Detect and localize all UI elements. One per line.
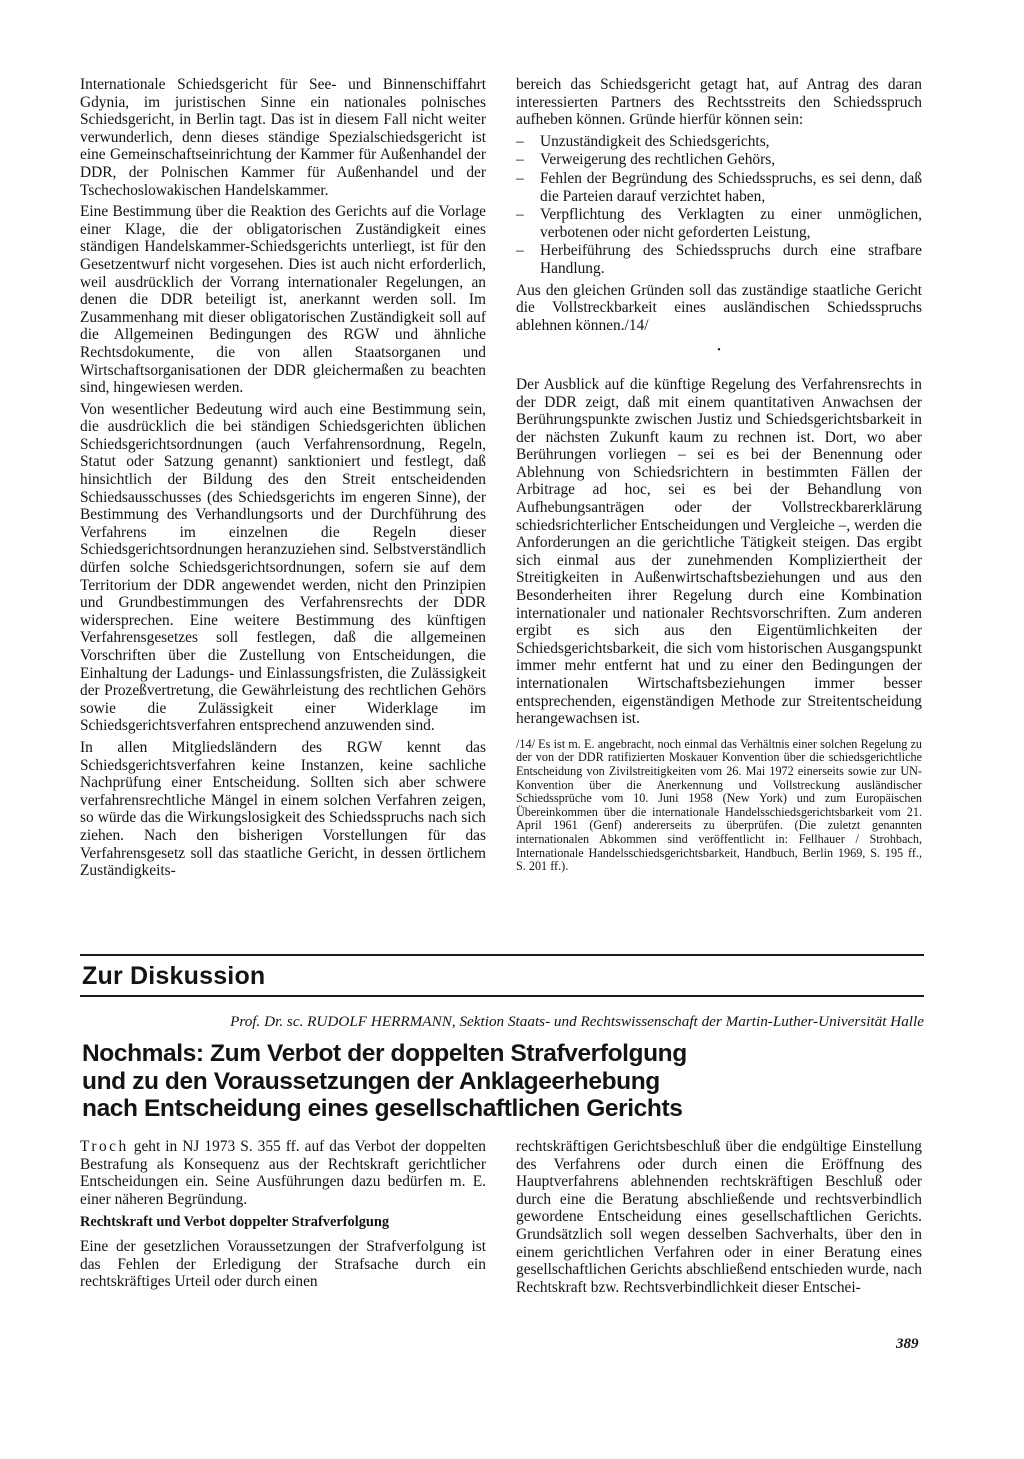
list-item: – Verweigerung des rechtlichen Gehörs, bbox=[516, 151, 922, 169]
list-item: – Herbeiführung des Schiedsspruchs durch eine strafbare Handlung. bbox=[516, 242, 922, 277]
upper-left-column bbox=[80, 76, 486, 884]
section-heading: Zur Diskussion bbox=[82, 962, 266, 990]
list-item: – Fehlen der Begründung des Schiedsspruchs, es sei denn, daß die Parteien darauf verzichtet haben, bbox=[516, 170, 922, 205]
paragraph: Von wesentlicher Bedeutung wird auch eine Bestimmung sein, die ausdrücklich die bei ständigen Schiedsgerichten üblichen Schiedsgerichtsordnungen (auch Verfahrensordnung, Regeln, Statut oder Satzung genannt) sanktioniert und festlegt, daß hinsichtlich der Bildung des den Streit entscheidenden Schiedsausschusses (des Schiedsgerichts im engeren Sinne), der Bestimmung des Verhandlungsorts und der Durchführung des Verfahrens im einzelnen die Regeln dieser Schiedsgerichtsordnungen heranzuziehen sind. Selbstverständlich dürfen solche Schiedsgerichtsordnungen, sofern sie auf dem Territorium der DDR angewendet werden, nicht den Prinzipien und Grundbestimmungen des Verfahrensrechts der DDR widersprechen. Eine weitere Bestimmung des künftigen Verfahrensgesetzes soll festlegen, daß die allgemeinen Vorschriften über die Zustellung von Entscheidungen, die Einhaltung der Ladungs- und Einlassungsfristen, die Zulässigkeit der Prozeßvertretung, die Gewährleistung des rechtlichen Gehörs sowie die Zulässigkeit einer Widerklage im Schiedsgerichtsverfahren entsprechend anzuwenden sind. bbox=[80, 400, 486, 735]
lower-left-column bbox=[80, 1138, 486, 1295]
lower-right-column bbox=[516, 1138, 922, 1300]
page-number: 389 bbox=[896, 1336, 919, 1352]
article-title-line: nach Entscheidung eines gesellschaftlichen Gerichts bbox=[82, 1095, 683, 1122]
author-byline: Prof. Dr. sc. RUDOLF HERRMANN, Sektion Staats- und Rechtswissenschaft der Martin-Luther-Universität Halle bbox=[230, 1013, 924, 1030]
footnote: /14/ Es ist m. E. angebracht, noch einmal das Verhältnis einer solchen Regelung zu der von der DDR ratifizierten Moskauer Konvention über die schiedsgerichtliche Entscheidung von Zivilstreitigkeiten vom 26. Mai 1972 einerseits sowie zur UN-Konvention über die Anerkennung und Vollstreckung ausländischer Schiedssprüche vom 10. Juni 1958 (New York) und zum Europäischen Übereinkommen über die internationale Handelsschiedsgerichtsbarkeit vom 21. April 1961 (Genf) andererseits zu überprüfen. (Die zuletzt genannten internationalen Abkommen sind veröffentlicht in: Fellhauer / Strohbach, Internationale Handelsschiedsgerichtsbarkeit, Handbuch, Berlin 1969, S. 195 ff., S. 201 ff.). bbox=[516, 736, 922, 874]
paragraph: bereich das Schiedsgericht getagt hat, auf Antrag des daran interessierten Partners des Rechtsstreits den Schiedsspruch aufheben können. Gründe hierfür können sein: bbox=[516, 76, 922, 129]
paragraph: In allen Mitgliedsländern des RGW kennt das Schiedsgerichtsverfahren keine Instanzen, keine sachliche Nachprüfung einer Entscheidung. Sollten sich aber schwere verfahrensrechtliche Mängel in einem solchen Verfahren zeigen, so würde das die Wirkungslosigkeit des Schiedsspruchs nach sich ziehen. Nach den bisherigen Vorstellungen für das Verfahrensgesetz soll das staatliche Gericht, in dessen örtlichem Zuständigkeits- bbox=[80, 738, 486, 880]
paragraph: Eine Bestimmung über die Reaktion des Gerichts auf die Vorlage einer Klage, die der obligatorischen Zuständigkeit eines ständigen Handelskammer-Schiedsgerichts unterliegt, ist für den Gesetzentwurf nicht vorgesehen. Dies ist auch nicht erforderlich, weil ausdrücklich der Vorrang internationaler Regelungen, an denen die DDR beteiligt ist, anerkannt werden soll. Im Zusammenhang mit dieser obligatorischen Zuständigkeit soll auf die Allgemeinen Bedingungen des RGW und ähnliche Rechtsdokumente, die von allen Staatsorganen und Wirtschaftsorganisationen der DDR gleichermaßen zu beachten sind, hingewiesen werden. bbox=[80, 203, 486, 397]
upper-right-column bbox=[516, 76, 922, 874]
paragraph: Internationale Schiedsgericht für See- und Binnenschiffahrt Gdynia, im juristischen Sinne ein nationales polnisches Schiedsgericht, in Berlin tagt. Das ist in diesem Fall nicht weiter verwunderlich, denn dieses ständige Spezialschiedsgericht ist eine Gemeinschaftseinrichtung der Kammer für Außenhandel der DDR, der Polnischen Kammer für Außenhandel und der Tschechoslowakischen Handelskammer. bbox=[80, 76, 486, 199]
section-divider bbox=[80, 954, 924, 956]
section-separator: • bbox=[717, 345, 721, 357]
list-item: – Unzuständigkeit des Schiedsgerichts, bbox=[516, 133, 922, 151]
subheading: Rechtskraft und Verbot doppelter Strafverfolgung bbox=[80, 1214, 390, 1231]
paragraph: Der Ausblick auf die künftige Regelung des Verfahrensrechts in der DDR zeigt, daß mit einem quantitativen Anwachsen der Berührungspunkte zwischen Justiz und Schiedsgerichtsbarkeit in der nächsten Zukunft kaum zu rechnen ist. Dort, wo aber Berührungen vorliegen – sei es bei der Benennung oder Ablehnung von Schiedsrichtern in bestimmten Fällen der Arbitrage ad hoc, sei es bei der Behandlung von Aufhebungsanträgen oder der Vollstreckbarerklärung schiedsrichterlicher Entscheidungen und Vergleiche –, werden die Anforderungen an die gerichtliche Tätigkeit steigen. Das ergibt sich einmal aus der zunehmenden Kompliziertheit der Streitigkeiten in Außenwirtschaftsbeziehungen und aus den Besonderheiten ihrer Regelung durch eine Kombination internationaler und nationaler Rechtsvorschriften. Zum anderen ergibt es sich aus den Eigentümlichkeiten der Schiedsgerichtsbarkeit, die sich vom historischen Ausgangspunkt immer mehr entfernt hat und zu einer den Bedingungen der internationalen Wirtschaftsbeziehungen immer besser entsprechenden, eigenständigen Methode zur Streitentscheidung herangewachsen ist. bbox=[516, 375, 922, 728]
article-title bbox=[82, 1040, 942, 1123]
paragraph bbox=[80, 1138, 486, 1208]
list-item: – Verpflichtung des Verklagten zu einer unmöglichen, verbotenen oder nicht geforderten Leistung, bbox=[516, 206, 922, 241]
paragraph-text: geht in NJ 1973 S. 355 ff. auf das Verbot der doppelten Bestrafung als Konsequenz aus der Rechtskraft gerichtlicher Entscheidungen ein. Seine Ausführungen dazu bedürfen m. E. einer näheren Begründung. bbox=[80, 1138, 486, 1208]
paragraph: Eine der gesetzlichen Voraussetzungen der Strafverfolgung ist das Fehlen der Erledigung der Strafsache durch ein rechtskräftiges Urteil oder durch einen bbox=[80, 1237, 486, 1291]
grounds-list bbox=[516, 133, 922, 278]
article-title-line: Nochmals: Zum Verbot der doppelten Strafverfolgung bbox=[82, 1040, 687, 1067]
section-divider bbox=[80, 995, 924, 997]
paragraph: Aus den gleichen Gründen soll das zuständige staatliche Gericht die Vollstreckbarkeit eines ausländischen Schiedsspruchs ablehnen können./14/ bbox=[516, 281, 922, 334]
paragraph: rechtskräftigen Gerichtsbeschluß über die endgültige Einstellung des Verfahrens oder durch einen die Eröffnung des Hauptverfahrens ablehnenden rechtskräftigen Beschluß oder durch eine die Beratung abschließende und rechtsverbindlich gewordene Entscheidung eines gesellschaftlichen Gerichts. Grundsätzlich soll wegen desselben Sachverhalts, über den in einem gerichtlichen Verfahren oder in einer Beratung eines gesellschaftlichen Gerichts abschließend entschieden wurde, nach Rechtskraft bzw. Rechtsverbindlichkeit dieser Entschei- bbox=[516, 1138, 922, 1296]
article-title-line: und zu den Voraussetzungen der Anklageerhebung bbox=[82, 1067, 660, 1095]
cited-author: Troch bbox=[80, 1138, 129, 1155]
